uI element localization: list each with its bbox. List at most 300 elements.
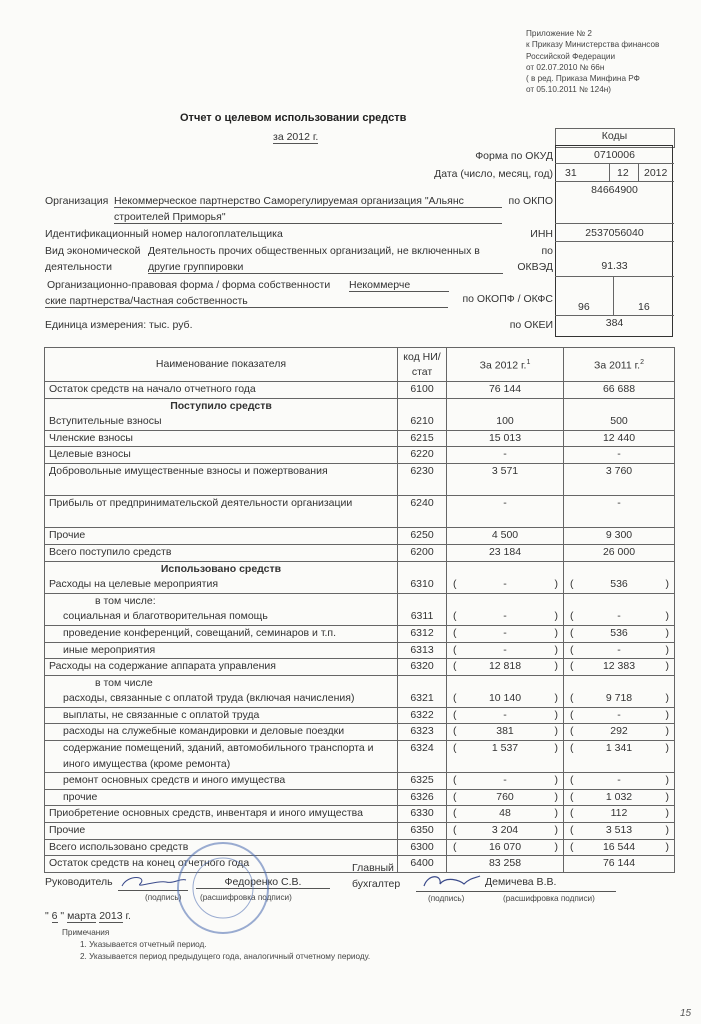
row-code <box>398 593 447 609</box>
close-paren: ) <box>554 643 558 656</box>
date-year: 2012 <box>644 167 668 179</box>
okud-label: Форма по ОКУД <box>475 150 553 162</box>
row-code: 6220 <box>398 447 447 464</box>
value-2012 <box>447 823 564 840</box>
open-paren: ( <box>453 790 457 803</box>
open-paren: ( <box>570 840 574 853</box>
accountant-label-2: бухгалтер <box>352 878 401 890</box>
value-text: - <box>617 610 621 623</box>
report-period: за 2012 г. <box>273 131 319 143</box>
financial-table <box>44 347 675 873</box>
value-text: - <box>503 626 507 639</box>
organization-stamp <box>175 840 271 936</box>
value-2011 <box>564 528 675 545</box>
close-paren: ) <box>554 790 558 803</box>
note-2: 2. Указывается период предыдущего года, аналогичный отчетному периоду. <box>80 952 371 961</box>
close-paren: ) <box>554 578 558 591</box>
close-paren: ) <box>665 626 669 639</box>
value-text: 9 300 <box>605 529 633 542</box>
value-2012 <box>447 414 564 430</box>
close-paren: ) <box>665 643 669 656</box>
okud-code: 0710006 <box>594 149 635 161</box>
table-section-row <box>45 561 675 577</box>
close-paren: ) <box>554 708 558 721</box>
value-2011 <box>564 577 675 593</box>
open-paren: ( <box>453 807 457 820</box>
close-paren: ) <box>665 790 669 803</box>
row-code: 6324 <box>398 741 447 773</box>
table-row <box>45 642 675 659</box>
open-paren: ( <box>453 742 457 755</box>
inn-label: ИНН <box>530 228 553 240</box>
row-label: содержание помещений, зданий, автомобильного транспорта и иного имущества (кроме ремонта) <box>45 741 398 773</box>
value-2012 <box>447 398 564 414</box>
value-text: 83 258 <box>488 857 522 870</box>
value-text: 536 <box>610 578 628 591</box>
value-text: 292 <box>610 725 628 738</box>
table-row <box>45 609 675 625</box>
table-row <box>45 593 675 609</box>
value-text: 3 204 <box>491 824 519 837</box>
row-code: 6311 <box>398 609 447 625</box>
value-text: 16 544 <box>602 840 636 853</box>
value-2011 <box>564 659 675 676</box>
value-2012 <box>447 382 564 399</box>
date-month-value: марта <box>67 910 97 922</box>
value-text: 26 000 <box>602 545 636 558</box>
open-paren: ( <box>570 626 574 639</box>
value-text: - <box>617 708 621 721</box>
accountant-name: Демичева В.В. <box>485 876 557 888</box>
open-paren: ( <box>570 725 574 738</box>
value-2011 <box>564 625 675 642</box>
row-label: в том числе: <box>45 593 398 609</box>
row-label: Всего использовано средств <box>45 839 398 856</box>
value-2012 <box>447 741 564 773</box>
value-text: - <box>503 448 507 461</box>
close-paren: ) <box>554 840 558 853</box>
table-row <box>45 789 675 806</box>
value-2011 <box>564 447 675 464</box>
value-text: - <box>617 774 621 787</box>
value-text: 15 013 <box>488 431 522 444</box>
row-label: Прочие <box>45 823 398 840</box>
row-label: Остаток средств на конец отчетного года <box>45 856 398 873</box>
open-paren: ( <box>453 660 457 673</box>
legal-form-label: Организационно-правовая форма / форма собственности <box>47 279 331 291</box>
value-text: - <box>503 497 507 510</box>
row-label: Членские взносы <box>45 430 398 447</box>
value-text: 10 140 <box>488 692 522 705</box>
value-text: - <box>617 497 621 510</box>
accountant-sign-caption: (подпись) <box>428 894 465 903</box>
value-text: 76 144 <box>488 383 522 395</box>
value-2012 <box>447 724 564 741</box>
table-header-row <box>45 348 675 382</box>
row-label: расходы, связанные с оплатой труда (включая начисления) <box>45 691 398 707</box>
value-2011 <box>564 398 675 414</box>
row-code: 6321 <box>398 691 447 707</box>
value-2011 <box>564 642 675 659</box>
value-text: 12 440 <box>602 431 636 444</box>
open-paren: ( <box>453 643 457 656</box>
value-2011 <box>564 724 675 741</box>
value-2012 <box>447 496 564 528</box>
row-code <box>398 561 447 577</box>
value-2011 <box>564 382 675 399</box>
row-code: 6323 <box>398 724 447 741</box>
close-paren: ) <box>665 807 669 820</box>
appendix-line: ( в ред. Приказа Минфина РФ <box>526 74 640 84</box>
row-code: 6322 <box>398 707 447 724</box>
open-paren: ( <box>570 790 574 803</box>
head-decode-caption: (расшифровка подписи) <box>200 893 292 902</box>
value-text: 112 <box>610 807 628 820</box>
value-text: 100 <box>496 415 514 428</box>
value-2012 <box>447 659 564 676</box>
value-2012 <box>447 593 564 609</box>
inn-full-label: Идентификационный номер налогоплательщика <box>45 228 283 240</box>
okfs-code: 16 <box>638 301 650 313</box>
table-row <box>45 773 675 790</box>
row-code: 6320 <box>398 659 447 676</box>
value-text: 1 032 <box>605 790 633 803</box>
head-sign-caption: (подпись) <box>145 893 182 902</box>
sign-date: " 6 " марта 2013 г. <box>45 910 131 922</box>
table-row <box>45 544 675 561</box>
close-paren: ) <box>554 742 558 755</box>
row-code: 6210 <box>398 414 447 430</box>
row-code: 6240 <box>398 496 447 528</box>
open-paren: ( <box>453 774 457 787</box>
open-paren: ( <box>570 708 574 721</box>
open-paren: ( <box>570 578 574 591</box>
table-row <box>45 496 675 528</box>
close-paren: ) <box>554 774 558 787</box>
col-2011-label: За 2011 г. <box>594 359 641 372</box>
table-row <box>45 447 675 464</box>
table-row <box>45 528 675 545</box>
table-row <box>45 724 675 741</box>
row-label: Вступительные взносы <box>45 414 398 430</box>
close-paren: ) <box>554 626 558 639</box>
table-row <box>45 414 675 430</box>
value-2012 <box>447 707 564 724</box>
close-paren: ) <box>665 660 669 673</box>
row-label: Добровольные имущественные взносы и пожертвования <box>45 463 398 495</box>
org-name-2: строителей Приморья" <box>114 211 502 224</box>
value-2011 <box>564 741 675 773</box>
value-2011 <box>564 806 675 823</box>
accountant-decode-caption: (расшифровка подписи) <box>503 894 595 903</box>
open-paren: ( <box>453 725 457 738</box>
close-paren: ) <box>665 824 669 837</box>
appendix-line: к Приказу Министерства финансов <box>526 40 660 50</box>
close-paren: ) <box>665 742 669 755</box>
value-2011 <box>564 856 675 873</box>
row-code: 6313 <box>398 642 447 659</box>
appendix-line: от 02.07.2010 № 66н <box>526 62 605 72</box>
appendix-line: Приложение № 2 <box>526 29 592 38</box>
table-row <box>45 675 675 691</box>
date-label: Дата (число, месяц, год) <box>434 168 553 180</box>
value-2011 <box>564 609 675 625</box>
value-2011 <box>564 839 675 856</box>
legal-form-value-1: Некоммерче <box>349 279 449 292</box>
value-text: 66 688 <box>602 383 636 395</box>
row-code: 6350 <box>398 823 447 840</box>
value-2012 <box>447 806 564 823</box>
close-paren: ) <box>554 725 558 738</box>
row-code: 6215 <box>398 430 447 447</box>
codes-header: Коды <box>601 130 628 142</box>
close-paren: ) <box>554 807 558 820</box>
value-text: 23 184 <box>488 545 522 558</box>
row-code: 6400 <box>398 856 447 873</box>
value-text: - <box>617 643 621 656</box>
value-2011 <box>564 593 675 609</box>
org-label: Организация <box>45 195 109 207</box>
open-paren: ( <box>570 742 574 755</box>
row-label: Приобретение основных средств, инвентаря и иного имущества <box>45 806 398 823</box>
row-code: 6100 <box>398 382 447 399</box>
value-2012 <box>447 561 564 577</box>
row-label: Расходы на содержание аппарата управления <box>45 659 398 676</box>
activity-label-2: деятельности <box>45 261 112 273</box>
row-label: Прибыль от предпринимательской деятельности организации <box>45 496 398 528</box>
value-2011 <box>564 823 675 840</box>
value-text: 3 513 <box>605 824 633 837</box>
date-day-value: 6 <box>51 910 58 922</box>
unit-label: Единица измерения: тыс. руб. <box>45 319 193 331</box>
value-text: 381 <box>496 725 514 738</box>
table-section-row <box>45 398 675 414</box>
col-name-header: Наименование показателя <box>45 348 398 382</box>
value-2011 <box>564 691 675 707</box>
okei-label: по ОКЕИ <box>509 319 553 331</box>
value-text: 12 818 <box>488 660 522 673</box>
close-paren: ) <box>665 840 669 853</box>
appendix-line: Российской Федерации <box>526 51 616 61</box>
value-2011 <box>564 496 675 528</box>
value-text: 76 144 <box>602 857 636 870</box>
table-row <box>45 659 675 676</box>
table-row <box>45 691 675 707</box>
legal-form-value-2: ские партнерства/Частная собственность <box>45 295 448 308</box>
value-2012 <box>447 577 564 593</box>
col-2012-label: За 2012 г. <box>479 359 527 372</box>
okpo-label: по ОКПО <box>508 195 553 207</box>
footnote-ref-2: 2 <box>640 359 644 367</box>
footnote-ref-1: 1 <box>526 359 531 367</box>
value-2011 <box>564 675 675 691</box>
open-paren: ( <box>453 840 457 853</box>
row-code: 6230 <box>398 463 447 495</box>
value-text: 3 760 <box>605 464 633 477</box>
value-2012 <box>447 839 564 856</box>
value-2012 <box>447 642 564 659</box>
open-paren: ( <box>453 708 457 721</box>
value-2012 <box>447 691 564 707</box>
open-paren: ( <box>570 824 574 837</box>
value-2012 <box>447 463 564 495</box>
row-label: проведение конференций, совещаний, семинаров и т.п. <box>45 625 398 642</box>
close-paren: ) <box>665 610 669 623</box>
okopf-code: 96 <box>578 301 590 313</box>
close-paren: ) <box>554 660 558 673</box>
accountant-label-1: Главный <box>352 862 394 874</box>
col-code-header: код НИ/ стат <box>398 348 447 382</box>
close-paren: ) <box>665 725 669 738</box>
value-2012 <box>447 773 564 790</box>
accountant-signature <box>420 872 482 892</box>
value-2012 <box>447 625 564 642</box>
okpo-code: 84664900 <box>591 184 638 196</box>
row-code: 6250 <box>398 528 447 545</box>
org-name-1: Некоммерческое партнерство Саморегулируемая организация "Альянс <box>114 195 502 208</box>
okved-label-2: ОКВЭД <box>517 261 553 273</box>
row-label: Целевые взносы <box>45 447 398 464</box>
close-paren: ) <box>665 578 669 591</box>
value-text: 3 571 <box>491 464 519 477</box>
table-row <box>45 806 675 823</box>
col-2012-header <box>447 348 564 382</box>
open-paren: ( <box>570 807 574 820</box>
close-paren: ) <box>665 692 669 705</box>
open-paren: ( <box>453 578 457 591</box>
head-name: Федоренко С.В. <box>196 876 330 889</box>
table-row <box>45 707 675 724</box>
activity-label-1: Вид экономической <box>45 245 141 257</box>
value-text: 500 <box>610 415 628 428</box>
row-code: 6312 <box>398 625 447 642</box>
notes-label: Примечания <box>62 928 110 937</box>
value-text: 536 <box>610 626 628 639</box>
row-code: 6310 <box>398 577 447 593</box>
open-paren: ( <box>570 774 574 787</box>
row-code: 6300 <box>398 839 447 856</box>
row-label: прочие <box>45 789 398 806</box>
value-2011 <box>564 414 675 430</box>
date-day: 31 <box>565 167 577 179</box>
row-code: 6330 <box>398 806 447 823</box>
table-row <box>45 577 675 593</box>
value-text: 48 <box>499 807 511 820</box>
col-2011-header <box>564 348 675 382</box>
close-paren: ) <box>554 610 558 623</box>
open-paren: ( <box>453 824 457 837</box>
value-2011 <box>564 430 675 447</box>
value-2012 <box>447 430 564 447</box>
table-row <box>45 839 675 856</box>
date-month: 12 <box>617 167 629 179</box>
head-label: Руководитель <box>45 876 113 888</box>
table-row <box>45 382 675 399</box>
value-2011 <box>564 544 675 561</box>
activity-value-2: другие группировки <box>148 261 503 274</box>
table-row <box>45 823 675 840</box>
value-2011 <box>564 789 675 806</box>
value-text: - <box>503 610 507 623</box>
value-text: 9 718 <box>605 692 633 705</box>
open-paren: ( <box>570 610 574 623</box>
accountant-signature-line <box>416 891 616 892</box>
value-text: - <box>503 708 507 721</box>
value-text: 1 341 <box>605 742 633 755</box>
row-label: Поступило средств <box>45 398 398 414</box>
close-paren: ) <box>554 692 558 705</box>
open-paren: ( <box>453 610 457 623</box>
table-row <box>45 430 675 447</box>
value-text: 4 500 <box>491 529 519 542</box>
open-paren: ( <box>453 626 457 639</box>
value-text: - <box>617 448 621 461</box>
activity-value-1: Деятельность прочих общественных организаций, не включенных в <box>148 245 480 257</box>
value-text: 12 383 <box>602 660 636 673</box>
value-2012 <box>447 447 564 464</box>
value-2012 <box>447 789 564 806</box>
row-code <box>398 398 447 414</box>
row-label: Всего поступило средств <box>45 544 398 561</box>
value-text: - <box>503 578 507 591</box>
row-code: 6325 <box>398 773 447 790</box>
appendix-note <box>526 28 659 96</box>
row-label: иные мероприятия <box>45 642 398 659</box>
value-2011 <box>564 463 675 495</box>
row-label: расходы на служебные командировки и деловые поездки <box>45 724 398 741</box>
close-paren: ) <box>665 774 669 787</box>
okved-label-1: по <box>541 245 553 257</box>
close-paren: ) <box>554 824 558 837</box>
row-label: в том числе <box>45 675 398 691</box>
value-2012 <box>447 528 564 545</box>
row-label: Прочие <box>45 528 398 545</box>
value-2012 <box>447 544 564 561</box>
open-paren: ( <box>570 660 574 673</box>
table-row <box>45 463 675 495</box>
value-2012 <box>447 675 564 691</box>
value-text: 16 070 <box>488 840 522 853</box>
value-text: 1 537 <box>491 742 519 755</box>
close-paren: ) <box>665 708 669 721</box>
okved-code: 91.33 <box>601 260 628 272</box>
report-title: Отчет о целевом использовании средств <box>180 112 407 124</box>
table-row <box>45 625 675 642</box>
inn-code: 2537056040 <box>585 227 644 239</box>
row-label: ремонт основных средств и иного имущества <box>45 773 398 790</box>
row-label: Расходы на целевые мероприятия <box>45 577 398 593</box>
appendix-line: от 05.10.2011 № 124н) <box>526 85 612 95</box>
table-row <box>45 741 675 773</box>
page-number: 15 <box>680 1008 692 1019</box>
value-text: - <box>503 643 507 656</box>
note-1: 1. Указывается отчетный период. <box>80 940 207 949</box>
value-2011 <box>564 561 675 577</box>
value-text: - <box>503 774 507 787</box>
row-label: социальная и благотворительная помощь <box>45 609 398 625</box>
date-year-value: 2013 <box>99 910 123 922</box>
okei-code: 384 <box>605 317 624 329</box>
value-2012 <box>447 609 564 625</box>
row-code <box>398 675 447 691</box>
row-label: Остаток средств на начало отчетного года <box>45 382 398 399</box>
value-2011 <box>564 773 675 790</box>
row-code: 6326 <box>398 789 447 806</box>
open-paren: ( <box>570 643 574 656</box>
okopf-label: по ОКОПФ / ОКФС <box>462 293 553 305</box>
value-2011 <box>564 707 675 724</box>
row-label: выплаты, не связанные с оплатой труда <box>45 707 398 724</box>
